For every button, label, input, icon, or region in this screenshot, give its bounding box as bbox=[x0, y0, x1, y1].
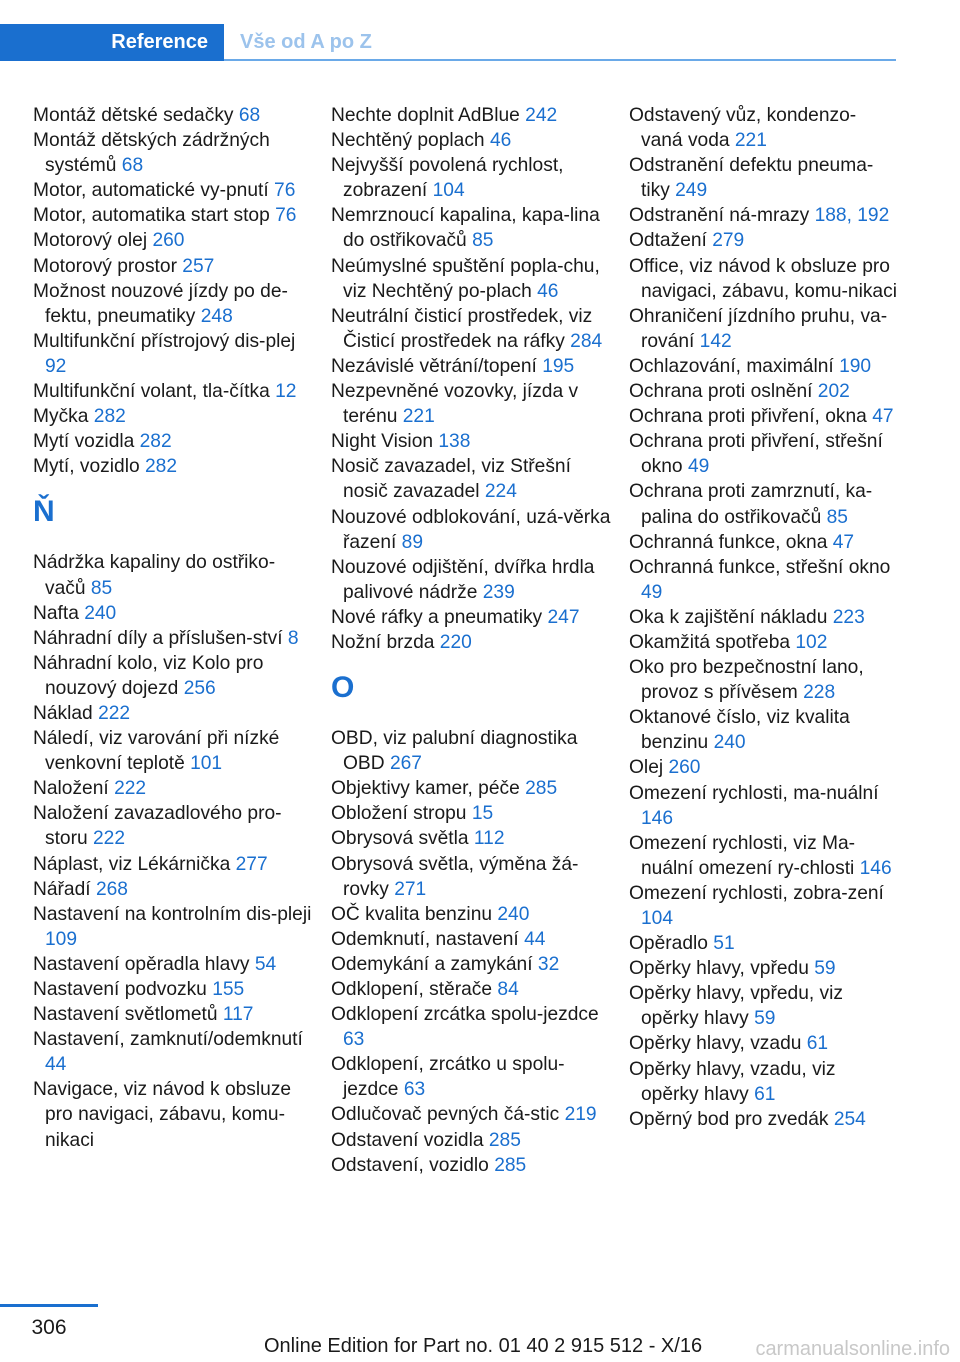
entry-term: Myčka bbox=[33, 406, 89, 428]
index-entry bbox=[33, 1027, 315, 1077]
entry-term: Ochrana proti zamrznutí, ka‐palina do ostřikovačů bbox=[629, 481, 873, 528]
page-link[interactable]: 49 bbox=[687, 456, 710, 478]
entry-term: Nejvyšší povolená rychlost, zobrazení bbox=[331, 155, 564, 202]
page-link[interactable]: 59 bbox=[814, 958, 836, 980]
index-entry bbox=[331, 505, 613, 555]
index-entry bbox=[33, 379, 315, 404]
page-link[interactable]: 142 bbox=[699, 330, 732, 352]
index-entry bbox=[33, 601, 315, 626]
index-entry bbox=[331, 304, 613, 354]
index-entry bbox=[33, 254, 315, 279]
entry-term: Naložení bbox=[33, 778, 109, 800]
entry-term: Nechtěný poplach bbox=[331, 130, 485, 152]
entry-term: Nouzové odblokování, uzá‐věrka řazení bbox=[331, 506, 611, 553]
page-link[interactable]: 279 bbox=[712, 230, 745, 252]
entry-term: Nouzové odjištění, dvířka hrdla palivové nádrže bbox=[331, 556, 595, 603]
page-link[interactable]: 89 bbox=[401, 531, 424, 553]
index-entry bbox=[33, 726, 315, 776]
entry-term: OBD, viz palubní diagnostika OBD bbox=[331, 728, 578, 775]
entry-term: Nezávislé větrání/topení bbox=[331, 355, 537, 377]
page-link[interactable]: 63 bbox=[343, 1029, 365, 1051]
entry-term: Navigace, viz návod k obsluze pro navigaci, zábavu, komu‐nikaci bbox=[33, 1079, 292, 1151]
index-entry bbox=[33, 626, 315, 651]
index-entry bbox=[33, 429, 315, 454]
entry-term: Odlučovač pevných čá‐stic bbox=[331, 1104, 560, 1126]
index-entry bbox=[629, 981, 897, 1031]
entry-term: Motorový olej bbox=[33, 230, 148, 252]
index-entry bbox=[331, 555, 613, 605]
entry-term: Odklopení, zrcátko u spolu‐jezdce bbox=[331, 1054, 565, 1101]
index-entry bbox=[331, 1102, 613, 1127]
entry-term: Okamžitá spotřeba bbox=[629, 631, 791, 653]
entry-term: Odstavení vozidla bbox=[331, 1129, 484, 1151]
entry-term: Omezení rychlosti, ma‐nuální bbox=[629, 782, 879, 804]
entry-term: Nafta bbox=[33, 602, 79, 624]
page-link[interactable]: 61 bbox=[806, 1033, 829, 1055]
page-link[interactable]: 224 bbox=[484, 481, 517, 503]
index-entry bbox=[331, 902, 613, 927]
entry-term: Nosič zavazadel, viz Střešní nosič zavazadel bbox=[331, 456, 571, 503]
entry-term: Nastavení, zamknutí/odemknutí bbox=[33, 1029, 303, 1051]
page-link[interactable]: 12 bbox=[275, 381, 297, 403]
entry-term: Montáž dětské sedačky bbox=[33, 105, 234, 126]
entry-term: Možnost nouzové jízdy po de‐fektu, pneumatiky bbox=[33, 280, 288, 327]
page-link[interactable]: 68 bbox=[238, 105, 261, 126]
page-link[interactable]: 104 bbox=[432, 180, 465, 202]
page-link[interactable]: 268 bbox=[95, 878, 128, 900]
index-entry bbox=[331, 952, 613, 977]
index-entry bbox=[629, 379, 897, 404]
entry-term: Ochrana proti přivření, střešní okno bbox=[629, 431, 883, 478]
header-tabs bbox=[0, 24, 896, 61]
page-link[interactable]: 54 bbox=[254, 953, 277, 975]
entry-term: Obrysová světla bbox=[331, 828, 469, 850]
entry-term: Náledí, viz varování při nízké venkovní teplotě bbox=[33, 728, 280, 775]
index-entry bbox=[33, 178, 315, 203]
page-link[interactable]: 267 bbox=[389, 753, 422, 775]
index-entry bbox=[629, 429, 897, 479]
index-entry bbox=[331, 826, 613, 851]
entry-term: Nářadí bbox=[33, 878, 91, 900]
index-entry bbox=[33, 1077, 315, 1152]
index-entry bbox=[331, 776, 613, 801]
watermark: carmanualsonline.info bbox=[755, 1338, 950, 1360]
page-link[interactable]: 221 bbox=[734, 130, 767, 152]
entry-term: Odklopení, stěrače bbox=[331, 979, 493, 1000]
entry-term: Nové ráfky a pneumatiky bbox=[331, 606, 543, 628]
index-entry bbox=[629, 304, 897, 354]
index-entry bbox=[33, 550, 315, 600]
page-link[interactable]: 220 bbox=[439, 631, 472, 653]
index-entry bbox=[331, 801, 613, 826]
page-link[interactable]: 202 bbox=[817, 381, 850, 403]
page-link[interactable]: 146 bbox=[641, 807, 674, 829]
page-link[interactable]: 51 bbox=[713, 933, 735, 955]
entry-term: Mytí vozidla bbox=[33, 431, 135, 453]
entry-term: Náhradní díly a příslušen‐ství bbox=[33, 627, 283, 649]
page-link[interactable]: 8 bbox=[287, 627, 299, 649]
index-entry bbox=[331, 429, 613, 454]
index-entry bbox=[33, 203, 315, 228]
page-link[interactable]: 44 bbox=[45, 1054, 67, 1076]
index-entry bbox=[629, 1031, 897, 1056]
entry-term: Odtažení bbox=[629, 230, 707, 252]
index-entry bbox=[331, 1052, 613, 1102]
entries-m bbox=[33, 103, 315, 479]
index-column-1 bbox=[33, 103, 315, 1153]
entry-term: Nastavení podvozku bbox=[33, 979, 207, 1000]
index-entry bbox=[629, 555, 897, 605]
entry-term: Opěrky hlavy, vpředu bbox=[629, 958, 809, 980]
page-link[interactable]: 222 bbox=[93, 828, 126, 850]
entry-term: Ochlazování, maximální bbox=[629, 355, 834, 377]
index-entry bbox=[331, 103, 613, 128]
page-link[interactable]: 282 bbox=[93, 406, 126, 428]
index-entry bbox=[629, 831, 897, 881]
entry-term: Oko pro bezpečnostní lano, provoz s přívěsem bbox=[629, 657, 864, 704]
page-link[interactable]: 32 bbox=[537, 953, 560, 975]
entry-term: Náklad bbox=[33, 702, 93, 724]
page-link[interactable]: 254 bbox=[833, 1108, 866, 1130]
page-link[interactable]: 84 bbox=[497, 979, 519, 1000]
tab-underline bbox=[224, 59, 896, 61]
page-link[interactable]: 223 bbox=[832, 606, 865, 628]
page-link[interactable]: 195 bbox=[542, 355, 575, 377]
page-link[interactable]: 85 bbox=[472, 230, 494, 252]
entry-term: Office, viz návod k obsluze pro navigaci, zábavu, komu‐nikaci bbox=[629, 255, 897, 302]
entry-term: Odstavení, vozidlo bbox=[331, 1154, 489, 1176]
page-link[interactable]: 59 bbox=[754, 1008, 776, 1030]
index-entry bbox=[33, 228, 315, 253]
page-link[interactable]: 285 bbox=[494, 1154, 527, 1176]
section-letter-o: O bbox=[331, 671, 355, 705]
index-entry bbox=[33, 977, 315, 1002]
index-entry bbox=[629, 530, 897, 555]
index-entry bbox=[331, 354, 613, 379]
index-entry bbox=[331, 1128, 613, 1153]
page-link[interactable]: 138 bbox=[438, 431, 471, 453]
page-link[interactable]: 277 bbox=[235, 853, 268, 875]
page-link[interactable]: 240 bbox=[713, 732, 746, 754]
index-entry bbox=[331, 630, 613, 655]
index-entry bbox=[629, 630, 897, 655]
index-entry bbox=[331, 254, 613, 304]
page-link[interactable]: 260 bbox=[668, 757, 701, 779]
index-entry bbox=[33, 701, 315, 726]
index-entry bbox=[33, 801, 315, 851]
entry-term: Montáž dětských zádržných systémů bbox=[33, 130, 270, 177]
page-link[interactable]: 249 bbox=[675, 180, 708, 202]
page-link[interactable]: 239 bbox=[482, 581, 515, 603]
index-entry bbox=[331, 1002, 613, 1052]
index-entry bbox=[629, 755, 897, 780]
index-entry bbox=[331, 128, 613, 153]
page-link[interactable]: 76 bbox=[274, 180, 296, 202]
entry-term: Nastavení světlometů bbox=[33, 1004, 218, 1026]
page-link[interactable]: 248 bbox=[200, 305, 233, 327]
page-link[interactable]: 221 bbox=[402, 406, 435, 428]
index-entry bbox=[331, 379, 613, 429]
entry-term: Odstranění ná‐mrazy bbox=[629, 205, 810, 227]
index-entry bbox=[629, 781, 897, 831]
page-link[interactable]: 15 bbox=[471, 803, 494, 825]
index-entry bbox=[331, 927, 613, 952]
index-entry bbox=[629, 404, 897, 429]
index-entry bbox=[629, 705, 897, 755]
entry-term: Odemknutí, nastavení bbox=[331, 928, 519, 950]
page-link[interactable]: 46 bbox=[489, 130, 512, 152]
footer-rule bbox=[0, 1304, 98, 1307]
entry-term: Opěrky hlavy, vpředu, viz opěrky hlavy bbox=[629, 983, 843, 1030]
entry-term: Ochranná funkce, okna bbox=[629, 531, 828, 553]
entry-term: Nádržka kapaliny do ostřiko‐vačů bbox=[33, 552, 276, 599]
page-link[interactable]: 260 bbox=[152, 230, 185, 252]
index-entry bbox=[33, 128, 315, 178]
page-link[interactable]: 46 bbox=[537, 280, 559, 302]
index-entry bbox=[331, 605, 613, 630]
entry-term: Objektivy kamer, péče bbox=[331, 778, 520, 800]
entry-term: Motorový prostor bbox=[33, 255, 177, 277]
page-link[interactable]: 222 bbox=[114, 778, 147, 800]
index-entry bbox=[33, 852, 315, 877]
section-letter-n: Ň bbox=[33, 495, 55, 529]
entry-term: Opěradlo bbox=[629, 933, 708, 955]
entry-term: Oktanové číslo, viz kvalita benzinu bbox=[629, 707, 850, 754]
entry-term: Odstavený vůz, kondenzo‐vaná voda bbox=[629, 105, 857, 152]
index-column-2 bbox=[331, 103, 613, 1178]
index-entry bbox=[33, 776, 315, 801]
entry-term: Night Vision bbox=[331, 431, 434, 453]
entry-term: Motor, automatika start stop bbox=[33, 205, 270, 227]
page-link[interactable]: 117 bbox=[222, 1004, 254, 1026]
entry-term: Nezpevněné vozovky, jízda v terénu bbox=[331, 381, 579, 428]
page-link[interactable]: 63 bbox=[403, 1079, 426, 1101]
page-link[interactable]: 242 bbox=[525, 105, 558, 126]
index-entry bbox=[33, 651, 315, 701]
index-entry bbox=[331, 203, 613, 253]
index-entry bbox=[629, 881, 897, 931]
page-link[interactable]: 285 bbox=[525, 778, 558, 800]
index-entry bbox=[33, 902, 315, 952]
entry-term: Ochrana proti oslnění bbox=[629, 381, 813, 403]
page-link[interactable]: 85 bbox=[826, 506, 848, 528]
entry-term: Náplast, viz Lékárnička bbox=[33, 853, 231, 875]
entry-term: Mytí, vozidlo bbox=[33, 456, 140, 478]
index-entry bbox=[33, 103, 315, 128]
tab-vse-od-a-po-z[interactable]: Vše od A po Z bbox=[240, 31, 372, 53]
index-entry bbox=[629, 1057, 897, 1107]
index-entry bbox=[331, 726, 613, 776]
entry-term: Nemrznoucí kapalina, kapa‐lina do ostřikovačů bbox=[331, 205, 600, 252]
page-link[interactable]: 76 bbox=[275, 205, 297, 227]
entry-term: Opěrky hlavy, vzadu bbox=[629, 1033, 802, 1055]
index-entry bbox=[331, 852, 613, 902]
entry-term: Obrysová světla, výměna žá‐rovky bbox=[331, 853, 579, 900]
page-link[interactable]: 92 bbox=[45, 355, 67, 377]
index-entry bbox=[629, 1107, 897, 1132]
page-number: 306 bbox=[31, 1316, 67, 1339]
page-link[interactable]: 271 bbox=[394, 878, 427, 900]
index-entry bbox=[33, 952, 315, 977]
page-link[interactable]: 109 bbox=[45, 928, 78, 950]
page-link[interactable]: 188, 192 bbox=[814, 205, 890, 227]
index-entry bbox=[629, 354, 897, 379]
page-link[interactable]: 247 bbox=[547, 606, 580, 628]
index-entry bbox=[629, 228, 897, 253]
page-link[interactable]: 282 bbox=[139, 431, 172, 453]
page-link[interactable]: 285 bbox=[488, 1129, 521, 1151]
page-link[interactable]: 44 bbox=[524, 928, 546, 950]
edition-text: Online Edition for Part no. 01 40 2 915 512 - X/16 bbox=[264, 1335, 703, 1357]
page-link[interactable]: 240 bbox=[84, 602, 117, 624]
entry-term: Nožní brzda bbox=[331, 631, 435, 653]
index-entry bbox=[33, 329, 315, 379]
index-entry bbox=[629, 931, 897, 956]
page-link[interactable]: 256 bbox=[183, 677, 216, 699]
index-entry bbox=[629, 479, 897, 529]
entries-o-cont bbox=[629, 103, 897, 1132]
entries-n-cont bbox=[331, 103, 613, 655]
index-entry bbox=[33, 877, 315, 902]
entry-term: Opěrky hlavy, vzadu, viz opěrky hlavy bbox=[629, 1058, 836, 1105]
page-link[interactable]: 68 bbox=[121, 155, 144, 177]
page-link[interactable]: 222 bbox=[98, 702, 131, 724]
entry-term: Obložení stropu bbox=[331, 803, 467, 825]
page-link[interactable]: 102 bbox=[795, 631, 828, 653]
index-entry bbox=[33, 404, 315, 429]
entry-term: Multifunkční přístrojový dis‐plej bbox=[33, 330, 296, 352]
index-entry bbox=[331, 454, 613, 504]
entry-term: Multifunkční volant, tla‐čítka bbox=[33, 381, 270, 403]
entry-term: Odemykání a zamykání bbox=[331, 953, 533, 975]
index-entry bbox=[629, 153, 897, 203]
page-link[interactable]: 284 bbox=[570, 330, 603, 352]
index-entry bbox=[629, 203, 897, 228]
entry-term: Opěrný bod pro zvedák bbox=[629, 1108, 829, 1130]
index-entry bbox=[331, 153, 613, 203]
entry-term: Odklopení zrcátka spolu‐jezdce bbox=[331, 1004, 599, 1026]
entry-term: Neutrální čisticí prostředek, viz Čisticí prostředek na ráfky bbox=[331, 305, 593, 352]
index-entry bbox=[331, 1153, 613, 1178]
entry-term: Motor, automatické vy‐pnutí bbox=[33, 180, 269, 202]
page-link[interactable]: 101 bbox=[190, 753, 223, 775]
index-entry bbox=[629, 605, 897, 630]
page-link[interactable]: 47 bbox=[832, 531, 855, 553]
entry-term: Oka k zajištění nákladu bbox=[629, 606, 828, 628]
entries-n bbox=[33, 550, 315, 1152]
page-link[interactable]: 104 bbox=[641, 908, 674, 929]
entry-term: Ochranná funkce, střešní okno bbox=[629, 556, 891, 578]
entry-term: Nastavení opěradla hlavy bbox=[33, 953, 250, 975]
entry-term: Ochrana proti přivření, okna bbox=[629, 406, 867, 428]
page-link[interactable]: 219 bbox=[564, 1104, 597, 1126]
page-link[interactable]: 112 bbox=[473, 828, 505, 850]
entry-term: Nechte doplnit AdBlue bbox=[331, 105, 520, 126]
index-entry bbox=[33, 454, 315, 479]
entry-term: Náhradní kolo, viz Kolo pro nouzový dojezd bbox=[33, 652, 264, 699]
page-link[interactable]: 282 bbox=[144, 456, 177, 478]
entry-term: OČ kvalita benzinu bbox=[331, 903, 493, 925]
entry-term: Olej bbox=[629, 757, 664, 779]
page-link[interactable]: 228 bbox=[803, 682, 836, 704]
page-link[interactable]: 85 bbox=[90, 577, 113, 599]
page-link[interactable]: 190 bbox=[839, 355, 872, 377]
page-link[interactable]: 47 bbox=[872, 406, 894, 428]
page-link[interactable]: 61 bbox=[754, 1083, 776, 1105]
tab-reference[interactable]: Reference bbox=[0, 24, 224, 61]
index-entry bbox=[33, 1002, 315, 1027]
entry-term: Odstranění defektu pneuma‐tiky bbox=[629, 155, 874, 202]
entry-term: Omezení rychlosti, viz Ma‐nuální omezení ry‐chlosti bbox=[629, 832, 856, 879]
page-link[interactable]: 146 bbox=[859, 857, 892, 879]
index-column-3 bbox=[629, 103, 897, 1132]
index-entry bbox=[629, 254, 897, 304]
entry-term: Naložení zavazadlového pro‐storu bbox=[33, 803, 282, 850]
index-entry bbox=[331, 977, 613, 1002]
index-entry bbox=[629, 655, 897, 705]
entry-term: Neúmyslné spuštění popla‐chu, viz Nechtěný po‐plach bbox=[331, 255, 600, 302]
entries-o bbox=[331, 726, 613, 1178]
page-link[interactable]: 155 bbox=[212, 979, 245, 1000]
index-entry bbox=[33, 279, 315, 329]
page-link[interactable]: 49 bbox=[641, 581, 663, 603]
page-link[interactable]: 240 bbox=[497, 903, 530, 925]
index-entry bbox=[629, 103, 897, 153]
entry-term: Nastavení na kontrolním dis‐pleji bbox=[33, 903, 312, 925]
page-link[interactable]: 257 bbox=[182, 255, 215, 277]
entry-term: Omezení rychlosti, zobra‐zení bbox=[629, 882, 884, 904]
entry-term: Ohraničení jízdního pruhu, va‐rování bbox=[629, 305, 888, 352]
index-entry bbox=[629, 956, 897, 981]
